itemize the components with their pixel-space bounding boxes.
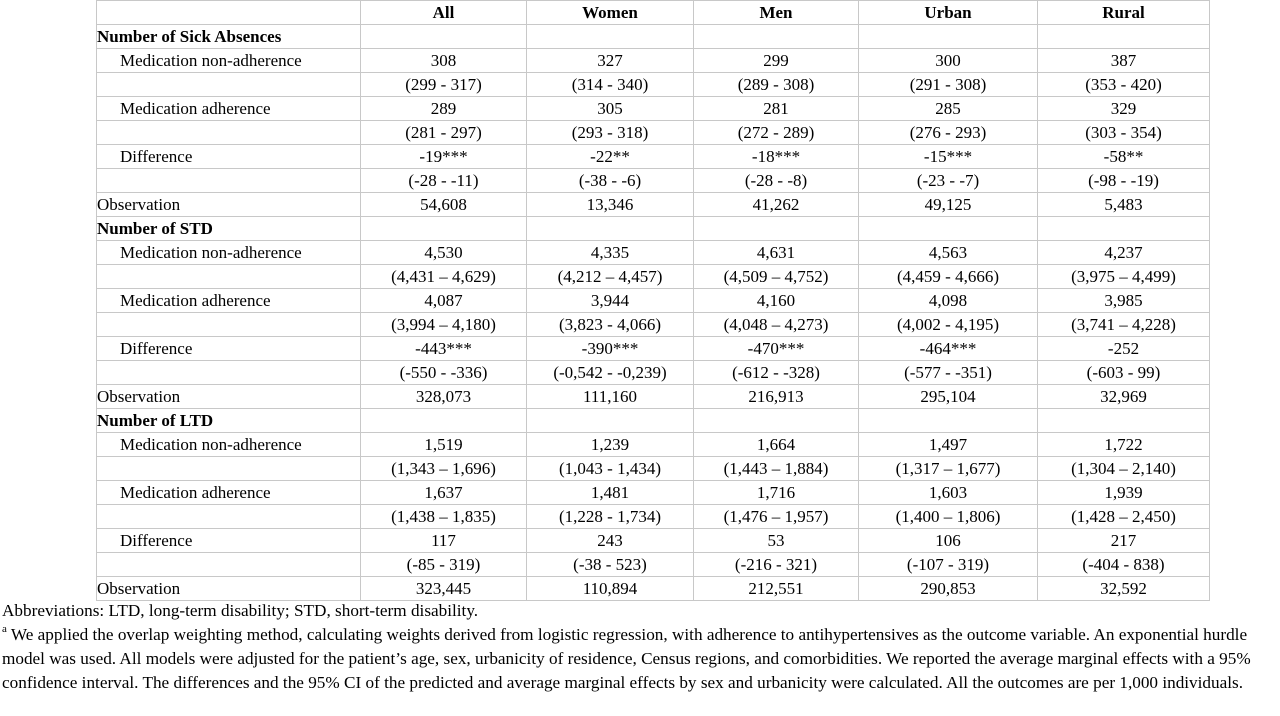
table-cell: 1,939	[1038, 481, 1210, 505]
table-cell: 111,160	[527, 385, 694, 409]
header-cell-men: Men	[694, 1, 859, 25]
section-row	[97, 25, 1210, 49]
table-cell: (-38 - -6)	[527, 169, 694, 193]
row-label	[97, 73, 361, 97]
table-cell: (3,741 – 4,228)	[1038, 313, 1210, 337]
table-cell	[527, 25, 694, 49]
table-cell: (303 - 354)	[1038, 121, 1210, 145]
table-cell: (4,459 - 4,666)	[859, 265, 1038, 289]
table-cell: 300	[859, 49, 1038, 73]
table-cell: 243	[527, 529, 694, 553]
table-cell: (1,438 – 1,835)	[361, 505, 527, 529]
section-row	[97, 409, 1210, 433]
table-row	[97, 361, 1210, 385]
table-cell: (3,994 – 4,180)	[361, 313, 527, 337]
table-cell: 3,985	[1038, 289, 1210, 313]
table-notes	[2, 599, 1280, 695]
footnote-marker: a	[2, 623, 7, 635]
table-cell	[1038, 409, 1210, 433]
header-cell-urban: Urban	[859, 1, 1038, 25]
table-cell: 32,969	[1038, 385, 1210, 409]
table-row	[97, 289, 1210, 313]
footnote	[2, 623, 1280, 695]
table-cell: 13,346	[527, 193, 694, 217]
table-cell	[527, 217, 694, 241]
row-label: Medication adherence	[97, 97, 361, 121]
table-cell: 217	[1038, 529, 1210, 553]
table-cell: 1,239	[527, 433, 694, 457]
table-cell	[361, 217, 527, 241]
table-cell: 216,913	[694, 385, 859, 409]
results-table	[96, 0, 1210, 601]
table-row	[97, 241, 1210, 265]
table-cell: (272 - 289)	[694, 121, 859, 145]
table-row	[97, 265, 1210, 289]
table-cell: 53	[694, 529, 859, 553]
table-cell: (299 - 317)	[361, 73, 527, 97]
table-cell: -470***	[694, 337, 859, 361]
row-label	[97, 169, 361, 193]
header-cell-rural: Rural	[1038, 1, 1210, 25]
table-cell	[694, 409, 859, 433]
row-label	[97, 361, 361, 385]
table-cell: (353 - 420)	[1038, 73, 1210, 97]
table-row	[97, 121, 1210, 145]
table-cell: 4,237	[1038, 241, 1210, 265]
table-cell: 1,519	[361, 433, 527, 457]
table-cell: -58**	[1038, 145, 1210, 169]
table-cell: (-404 - 838)	[1038, 553, 1210, 577]
table-cell: (1,304 – 2,140)	[1038, 457, 1210, 481]
row-label: Medication non-adherence	[97, 49, 361, 73]
table-cell: 1,637	[361, 481, 527, 505]
table-cell: (4,048 – 4,273)	[694, 313, 859, 337]
table-row	[97, 97, 1210, 121]
table-row	[97, 433, 1210, 457]
table-row	[97, 385, 1210, 409]
table-cell: 1,497	[859, 433, 1038, 457]
table-row	[97, 193, 1210, 217]
table-cell: 329	[1038, 97, 1210, 121]
table-cell: 4,563	[859, 241, 1038, 265]
table-row	[97, 145, 1210, 169]
table-cell	[361, 409, 527, 433]
table-row	[97, 337, 1210, 361]
table-cell: (-107 - 319)	[859, 553, 1038, 577]
table-cell	[361, 25, 527, 49]
section-row	[97, 217, 1210, 241]
table-cell: (1,400 – 1,806)	[859, 505, 1038, 529]
table-row	[97, 457, 1210, 481]
row-label: Difference	[97, 145, 361, 169]
table-row	[97, 577, 1210, 601]
table-row	[97, 553, 1210, 577]
table-cell: (-216 - 321)	[694, 553, 859, 577]
row-label	[97, 265, 361, 289]
table-cell: (1,476 – 1,957)	[694, 505, 859, 529]
table-row	[97, 73, 1210, 97]
row-label: Difference	[97, 529, 361, 553]
table-cell: -19***	[361, 145, 527, 169]
row-label: Medication non-adherence	[97, 241, 361, 265]
table-cell: (1,443 – 1,884)	[694, 457, 859, 481]
table-cell: 308	[361, 49, 527, 73]
table-cell: (-0,542 - -0,239)	[527, 361, 694, 385]
table-cell	[1038, 217, 1210, 241]
row-label: Observation	[97, 193, 361, 217]
table-cell	[694, 217, 859, 241]
table-cell	[859, 25, 1038, 49]
table-cell: 32,592	[1038, 577, 1210, 601]
abbreviations-note: Abbreviations: LTD, long-term disability; STD, short-term disability.	[2, 601, 479, 620]
table-cell: 4,335	[527, 241, 694, 265]
table-cell: (3,823 - 4,066)	[527, 313, 694, 337]
table-cell: (-603 - 99)	[1038, 361, 1210, 385]
table-cell: 1,722	[1038, 433, 1210, 457]
table-cell	[527, 409, 694, 433]
table-cell: -22**	[527, 145, 694, 169]
footnote-text: We applied the overlap weighting method, calculating weights derived from logistic regression, with adherence to antihypertensives as the outcome variable. An exponential hurdle model was used. All models were adjusted for the patient’s age, sex, urbanicity of residence, Census regions, and comorbidities. We reported the average marginal effects with a 95% confidence interval. The differences and the 95% CI of the predicted and average marginal effects by sex and urbanicity were calculated. All the outcomes are per 1,000 individuals.	[2, 625, 1251, 692]
table-cell: (-612 - -328)	[694, 361, 859, 385]
table-body	[97, 25, 1210, 601]
table-cell: 106	[859, 529, 1038, 553]
table-cell: (-28 - -11)	[361, 169, 527, 193]
table-cell: 281	[694, 97, 859, 121]
table-cell: 1,603	[859, 481, 1038, 505]
table-row	[97, 169, 1210, 193]
table-cell	[1038, 25, 1210, 49]
table-cell: (4,212 – 4,457)	[527, 265, 694, 289]
table-cell: (4,431 – 4,629)	[361, 265, 527, 289]
header-row	[97, 1, 1210, 25]
table-cell: 295,104	[859, 385, 1038, 409]
table-cell: 285	[859, 97, 1038, 121]
row-label: Medication adherence	[97, 289, 361, 313]
table-cell: (-23 - -7)	[859, 169, 1038, 193]
row-label: Medication adherence	[97, 481, 361, 505]
table-cell: 110,894	[527, 577, 694, 601]
table-cell: 290,853	[859, 577, 1038, 601]
table-cell: (314 - 340)	[527, 73, 694, 97]
section-heading: Number of STD	[97, 217, 361, 241]
header-cell-label	[97, 1, 361, 25]
table-cell: (-98 - -19)	[1038, 169, 1210, 193]
table-cell: 305	[527, 97, 694, 121]
table-cell: 4,530	[361, 241, 527, 265]
table-cell: -390***	[527, 337, 694, 361]
header-cell-all: All	[361, 1, 527, 25]
table-cell: 49,125	[859, 193, 1038, 217]
table-cell: 4,087	[361, 289, 527, 313]
table-cell: 212,551	[694, 577, 859, 601]
table-row	[97, 313, 1210, 337]
table-cell: (1,043 - 1,434)	[527, 457, 694, 481]
table-row	[97, 505, 1210, 529]
table-cell: 4,631	[694, 241, 859, 265]
table-cell: -464***	[859, 337, 1038, 361]
row-label	[97, 121, 361, 145]
table-cell: 327	[527, 49, 694, 73]
table-cell: 3,944	[527, 289, 694, 313]
table-row	[97, 529, 1210, 553]
table-cell	[859, 217, 1038, 241]
table-cell: (4,509 – 4,752)	[694, 265, 859, 289]
table-cell: (-28 - -8)	[694, 169, 859, 193]
table-cell: 4,098	[859, 289, 1038, 313]
table-cell: 1,481	[527, 481, 694, 505]
table-cell: (293 - 318)	[527, 121, 694, 145]
table-cell: 117	[361, 529, 527, 553]
table-cell: (1,428 – 2,450)	[1038, 505, 1210, 529]
header-cell-women: Women	[527, 1, 694, 25]
table-cell: -15***	[859, 145, 1038, 169]
table-cell: (276 - 293)	[859, 121, 1038, 145]
table-cell: 1,716	[694, 481, 859, 505]
section-heading: Number of LTD	[97, 409, 361, 433]
section-heading: Number of Sick Absences	[97, 25, 361, 49]
table-cell: 54,608	[361, 193, 527, 217]
table-cell: 328,073	[361, 385, 527, 409]
table-cell: (-38 - 523)	[527, 553, 694, 577]
table-cell: 4,160	[694, 289, 859, 313]
row-label: Difference	[97, 337, 361, 361]
table-cell: 41,262	[694, 193, 859, 217]
table-cell: (3,975 – 4,499)	[1038, 265, 1210, 289]
table-cell: 299	[694, 49, 859, 73]
table-cell: (-577 - -351)	[859, 361, 1038, 385]
table-cell: 289	[361, 97, 527, 121]
row-label	[97, 505, 361, 529]
table-cell: -443***	[361, 337, 527, 361]
table-cell: (1,317 – 1,677)	[859, 457, 1038, 481]
table-cell: (281 - 297)	[361, 121, 527, 145]
table-row	[97, 481, 1210, 505]
table-cell: (289 - 308)	[694, 73, 859, 97]
table-cell: 323,445	[361, 577, 527, 601]
table-cell	[859, 409, 1038, 433]
table-cell: 1,664	[694, 433, 859, 457]
table-cell: (1,228 - 1,734)	[527, 505, 694, 529]
table-cell: (1,343 – 1,696)	[361, 457, 527, 481]
table-cell: -18***	[694, 145, 859, 169]
table-cell: (291 - 308)	[859, 73, 1038, 97]
table-cell: (-85 - 319)	[361, 553, 527, 577]
table-cell: 5,483	[1038, 193, 1210, 217]
table-cell: (-550 - -336)	[361, 361, 527, 385]
table-cell: -252	[1038, 337, 1210, 361]
table-cell: 387	[1038, 49, 1210, 73]
table-row	[97, 49, 1210, 73]
row-label	[97, 553, 361, 577]
table-cell	[694, 25, 859, 49]
row-label: Observation	[97, 577, 361, 601]
row-label: Medication non-adherence	[97, 433, 361, 457]
row-label	[97, 313, 361, 337]
table-cell: (4,002 - 4,195)	[859, 313, 1038, 337]
row-label	[97, 457, 361, 481]
row-label: Observation	[97, 385, 361, 409]
